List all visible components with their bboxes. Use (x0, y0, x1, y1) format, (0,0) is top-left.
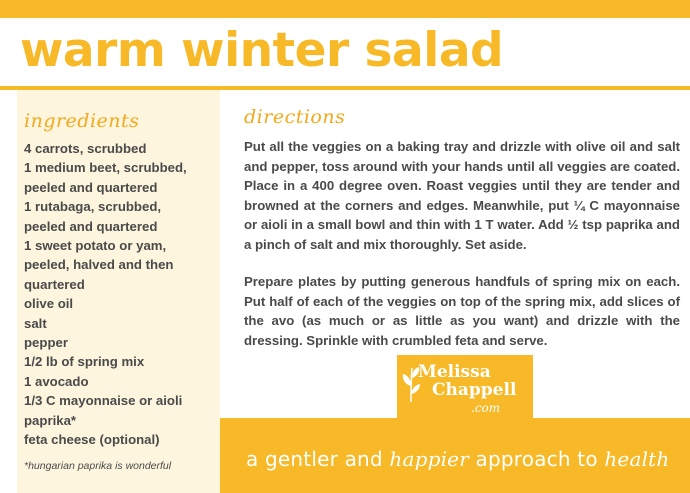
paprika-footnote: *hungarian paprika is wonderful (24, 460, 172, 472)
ingredient-item: peeled and quartered (24, 179, 158, 195)
ingredient-item: peeled and quartered (24, 218, 158, 234)
tagline-text-2: approach to (468, 447, 605, 471)
directions-paragraph-1: Put all the veggies on a baking tray and drizzle with olive oil and salt and pepper, toss around with your hands until all veggies are coated. Place in a 400 degree oven. Roast veggies until they are tender and browned at the corners and edges. Meanwhile, put ¼ C mayonnaise or aioli in a small bowl and thin with 1 T water. Add ½ tsp paprika and a pinch of salt and mix thoroughly. Set aside. (244, 139, 680, 252)
ingredient-item: 4 carrots, scrubbed (24, 141, 147, 156)
tagline-script-1: happier (389, 447, 469, 471)
ingredient-item: 1 avocado (24, 373, 89, 389)
ingredient-item: feta cheese (optional) (24, 432, 160, 448)
ingredient-item: quartered (24, 276, 85, 292)
ingredients-heading: ingredients (24, 110, 140, 132)
ingredient-item: 1 sweet potato or yam, (24, 238, 167, 254)
tagline-text-1: a gentler and (246, 447, 390, 471)
logo-line-3: .com (471, 401, 501, 415)
tagline-script-2: health (604, 447, 670, 471)
ingredient-item: salt (24, 315, 47, 331)
top-accent-bar (0, 0, 690, 18)
ingredient-item: 1 medium beet, scrubbed, (24, 160, 187, 176)
recipe-title: warm winter salad (20, 23, 504, 78)
ingredient-item: 1/2 lb of spring mix (24, 354, 145, 370)
ingredient-item: peeled, halved and then (24, 257, 174, 273)
ingredient-item: pepper (24, 335, 68, 351)
ingredient-item: 1/3 C mayonnaise or aioli (24, 393, 183, 409)
ingredients-list (24, 139, 224, 450)
logo-line-1: Melissa (418, 362, 491, 382)
directions-paragraph-2: Prepare plates by putting generous handfuls of spring mix on each. Put half of each of the veggies on top of the spring mix, add slices of the avo (as much or as little as you want) and drizzle with the dressing. Sprinkle with crumbled feta and serve. (244, 274, 680, 348)
ingredient-item: paprika* (24, 412, 77, 428)
ingredient-item: olive oil (24, 296, 74, 312)
ingredient-item: 1 rutabaga, scrubbed, (24, 199, 162, 215)
logo-line-2: Chappell (432, 380, 517, 400)
tagline (246, 447, 669, 471)
directions-heading: directions (244, 106, 346, 128)
